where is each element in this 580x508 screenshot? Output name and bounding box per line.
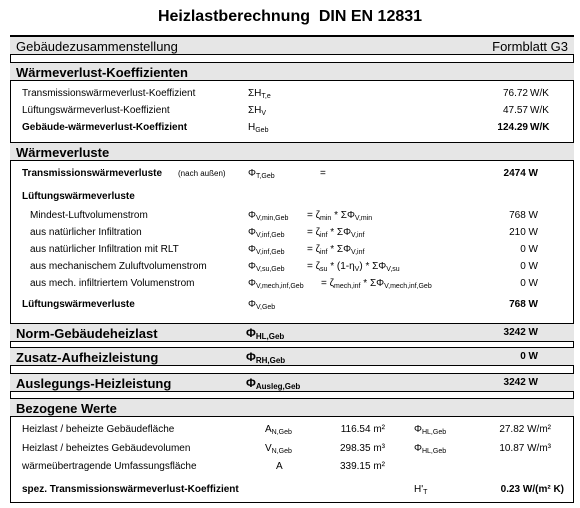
transmission-row	[10, 167, 574, 182]
row-label: aus mechanischem Zuluftvolumenstrom	[30, 261, 207, 272]
row-label: Gebäude-wärmeverlust-Koeffizient	[22, 122, 188, 133]
ventilation-row	[10, 243, 574, 258]
row-label: Heizlast / beheizte Gebäudefläche	[22, 424, 175, 435]
row-symbol-2: $\Phi_{HL,Geb}$	[414, 424, 447, 436]
row-unit: W/K	[530, 88, 549, 99]
row-symbol: $\Phi_{RH,Geb}$	[246, 350, 286, 365]
form-name: Gebäudezusammenstellung	[16, 39, 178, 54]
row-formula: = $\zeta_{mech,inf} * \Sigma\Phi_{V,mech,inf,Geb}$	[321, 278, 432, 290]
ventilation-row	[10, 209, 574, 224]
section-header-relative-values	[10, 398, 574, 417]
section-title: Wärmeverluste	[16, 145, 110, 160]
row-formula: = $\zeta_{inf} * \Sigma\Phi_{V,inf}$	[307, 227, 365, 239]
ventilation-row	[10, 277, 574, 292]
relative-row	[10, 460, 574, 475]
row-value: 116.54 m²	[340, 424, 385, 435]
coeff-row	[10, 87, 574, 102]
row-symbol: $H_{Geb}$	[248, 122, 269, 134]
row-note: (nach außen)	[178, 169, 226, 178]
row-label: Auslegungs-Heizleistung	[16, 376, 172, 391]
row-symbol-2: $\Phi_{HL,Geb}$	[414, 443, 447, 455]
row-label: Lüftungswärmeverlust-Koeffizient	[22, 105, 170, 116]
ventilation-row	[10, 260, 574, 275]
row-value: 47.57	[502, 105, 528, 116]
coeff-row	[10, 104, 574, 119]
form-sheet: Formblatt G3	[492, 39, 568, 54]
row-label: Lüftungswärmeverluste	[22, 191, 135, 202]
row-value: 3242 W	[503, 377, 538, 388]
norm-heating-load-row	[10, 323, 574, 342]
ventilation-title-row	[10, 190, 574, 205]
row-symbol: $\Phi_{HL,Geb}$	[246, 326, 285, 341]
section-title: Wärmeverlust-Koeffizienten	[16, 65, 188, 80]
relative-row	[10, 442, 574, 457]
relative-row	[10, 423, 574, 438]
coeff-row-total	[10, 121, 574, 136]
row-value: 0.23 W/(m² K)	[500, 484, 564, 495]
row-label: Heizlast / beheiztes Gebäudevolumen	[22, 443, 191, 454]
section-title: Bezogene Werte	[16, 401, 117, 416]
row-formula: = $\zeta_{min} * \Sigma\Phi_{V,min}$	[307, 210, 373, 222]
row-symbol: $\Phi_{V,inf,Geb}$	[248, 244, 285, 256]
row-value: 298.35 m³	[339, 443, 385, 454]
row-symbol: $\Phi_{V,Geb}$	[248, 299, 276, 311]
row-symbol: $H'_T$	[414, 484, 428, 496]
row-symbol: $\Sigma H_V$	[248, 105, 267, 117]
row-label: aus mech. infiltriertem Volumenstrom	[30, 278, 195, 289]
row-symbol: $\Phi_{V,min,Geb}$	[248, 210, 289, 222]
row-label: aus natürlicher Infiltration	[30, 227, 142, 238]
row-label: Mindest-Luftvolumenstrom	[30, 210, 148, 221]
reheat-capacity-row	[10, 347, 574, 366]
row-symbol: $\Phi_{V,mech,inf,Geb}$	[248, 278, 304, 290]
row-label: wärmeübertragende Umfassungsfläche	[22, 461, 197, 472]
row-value: 0 W	[520, 351, 538, 362]
row-value-2: 27.82 W/m²	[499, 424, 551, 435]
row-label: Transmissionswärmeverluste	[22, 168, 163, 179]
ventilation-row	[10, 226, 574, 241]
section-header-losses	[10, 142, 574, 161]
row-symbol: A	[276, 461, 283, 472]
row-label: spez. Transmissionswärmeverlust-Koeffizient	[22, 484, 239, 495]
row-formula: = $\zeta_{su} * (1-\eta_V) * \Sigma\Phi_{V,su}$	[307, 261, 400, 273]
row-value: 768 W	[509, 210, 538, 221]
specific-transmission-row	[10, 483, 574, 498]
row-value: 0 W	[520, 261, 538, 272]
row-value: 768 W	[509, 299, 538, 310]
section-header-coefficients	[10, 62, 574, 81]
row-equals: =	[320, 168, 326, 179]
row-label: Norm-Gebäudeheizlast	[16, 326, 158, 341]
row-value-2: 10.87 W/m³	[499, 443, 551, 454]
row-value: 2474 W	[503, 168, 538, 179]
row-value: 3242 W	[503, 327, 538, 338]
row-label: aus natürlicher Infiltration mit RLT	[30, 244, 179, 255]
row-label: Zusatz-Aufheizleistung	[16, 350, 159, 365]
design-heating-capacity-row	[10, 373, 574, 392]
row-symbol: $\Phi_{V,su,Geb}$	[248, 261, 285, 273]
row-value: 339.15 m²	[339, 461, 385, 472]
ventilation-total-row	[10, 298, 574, 313]
row-symbol: $\Phi_{Ausleg,Geb}$	[246, 376, 301, 391]
row-value: 124.29	[497, 122, 528, 133]
row-unit: W/K	[530, 122, 550, 133]
row-label: Lüftungswärmeverluste	[22, 299, 135, 310]
row-symbol: $\Phi_{V,inf,Geb}$	[248, 227, 285, 239]
row-value: 210 W	[509, 227, 538, 238]
row-symbol: $\Sigma H_{T,e}$	[248, 88, 271, 100]
row-formula: = $\zeta_{inf} * \Sigma\Phi_{V,inf}$	[307, 244, 365, 256]
form-header	[10, 36, 574, 55]
page-title: Heizlastberechnung DIN EN 12831	[157, 8, 423, 25]
row-unit: W/K	[530, 105, 549, 116]
row-value: 76.72	[502, 88, 528, 99]
row-value: 0 W	[520, 278, 538, 289]
row-symbol: $\Phi_{T,Geb}$	[248, 168, 275, 180]
row-symbol: $V_{N,Geb}$	[265, 443, 292, 455]
row-value: 0 W	[520, 244, 538, 255]
row-symbol: $A_{N,Geb}$	[265, 424, 292, 436]
row-label: Transmissionswärmeverlust-Koeffizient	[22, 88, 196, 99]
